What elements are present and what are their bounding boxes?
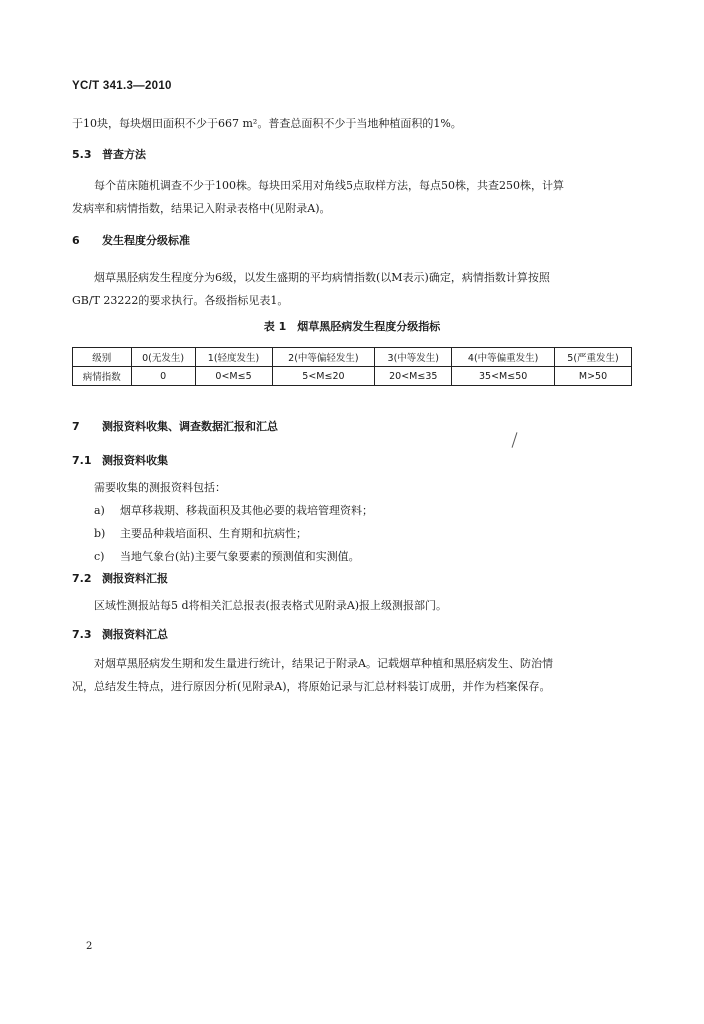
paragraph-line: 烟草黑胫病发生程度分为6级，以发生盛期的平均病情指数(以M表示)确定，病情指数计算按照 bbox=[94, 271, 550, 284]
section-7-3-paragraph bbox=[72, 652, 642, 698]
section-title: 测报资料收集 bbox=[102, 454, 168, 467]
intro-line: 于10块，每块烟田面积不少于667 m²。普查总面积不少于当地种植面积的1%。 bbox=[72, 117, 462, 130]
section-number: 7.3 bbox=[72, 628, 92, 641]
list-mark: a) bbox=[94, 504, 105, 517]
table-cell: 0<M≤5 bbox=[195, 367, 272, 386]
table-cell: 20<M≤35 bbox=[375, 367, 452, 386]
section-title: 发生程度分级标准 bbox=[102, 234, 190, 247]
table-cell: 级别 bbox=[73, 348, 132, 367]
section-7-3-heading bbox=[72, 626, 168, 642]
list-item bbox=[94, 522, 634, 545]
table-cell: 病情指数 bbox=[73, 367, 132, 386]
list-item bbox=[94, 499, 634, 522]
section-number: 6 bbox=[72, 234, 80, 247]
section-number: 5.3 bbox=[72, 148, 92, 161]
table-cell: 5(严重发生) bbox=[555, 348, 632, 367]
table-cell: 0 bbox=[131, 367, 195, 386]
table-caption: 表 1 烟草黑胫病发生程度分级指标 bbox=[263, 320, 441, 333]
table-cell: 5<M≤20 bbox=[272, 367, 375, 386]
list-item bbox=[94, 545, 634, 568]
grading-table bbox=[72, 347, 632, 386]
table-cell: 3(中等发生) bbox=[375, 348, 452, 367]
list-text: 当地气象台(站)主要气象要素的预测值和实测值。 bbox=[120, 550, 360, 563]
scan-mark bbox=[512, 432, 518, 448]
paragraph-line: 况，总结发生特点，进行原因分析(见附录A)，将原始记录与汇总材料装订成册，并作为档案保存。 bbox=[72, 680, 551, 693]
section-7-1-list bbox=[94, 476, 634, 568]
section-number: 7 bbox=[72, 420, 80, 433]
section-number: 7.1 bbox=[72, 454, 92, 467]
section-title: 普查方法 bbox=[102, 148, 146, 161]
section-5-3-heading bbox=[72, 146, 146, 162]
section-number: 7.2 bbox=[72, 572, 92, 585]
section-5-3-paragraph bbox=[72, 174, 642, 220]
table-row bbox=[73, 348, 632, 367]
list-text: 烟草移栽期、移栽面积及其他必要的栽培管理资料； bbox=[120, 504, 373, 517]
table-cell: 0(无发生) bbox=[131, 348, 195, 367]
list-lead: 需要收集的测报资料包括： bbox=[94, 481, 226, 494]
table-cell: 1(轻度发生) bbox=[195, 348, 272, 367]
page-number: 2 bbox=[86, 941, 93, 952]
table-cell: 35<M≤50 bbox=[452, 367, 555, 386]
section-title: 测报资料汇报 bbox=[102, 572, 168, 585]
list-text: 主要品种栽培面积、生育期和抗病性； bbox=[120, 527, 307, 540]
paragraph-line: 每个苗床随机调查不少于100株。每块田采用对角线5点取样方法，每点50株，共查250株，计算 bbox=[94, 179, 564, 192]
section-7-2-heading bbox=[72, 570, 168, 586]
section-7-2-paragraph: 区域性测报站每5 d将相关汇总报表(报表格式见附录A)报上级测报部门。 bbox=[94, 599, 448, 612]
table-cell: M>50 bbox=[555, 367, 632, 386]
table-cell: 2(中等偏轻发生) bbox=[272, 348, 375, 367]
section-title: 测报资料汇总 bbox=[102, 628, 168, 641]
table-row bbox=[73, 367, 632, 386]
section-6-heading bbox=[72, 232, 190, 248]
standard-code-header: YC/T 341.3—2010 bbox=[72, 80, 172, 92]
list-mark: b) bbox=[94, 527, 106, 540]
paragraph-line: 发病率和病情指数，结果记入附录表格中(见附录A)。 bbox=[72, 202, 331, 215]
paragraph-line: GB/T 23222的要求执行。各级指标见表1。 bbox=[72, 294, 289, 307]
list-mark: c) bbox=[94, 550, 105, 563]
section-7-1-heading bbox=[72, 452, 168, 468]
section-title: 测报资料收集、调查数据汇报和汇总 bbox=[102, 420, 278, 433]
table-cell: 4(中等偏重发生) bbox=[452, 348, 555, 367]
section-7-heading bbox=[72, 418, 278, 434]
section-6-paragraph bbox=[72, 266, 642, 312]
paragraph-line: 对烟草黑胫病发生期和发生量进行统计，结果记于附录A。记载烟草种植和黑胫病发生、防治情 bbox=[94, 657, 553, 670]
